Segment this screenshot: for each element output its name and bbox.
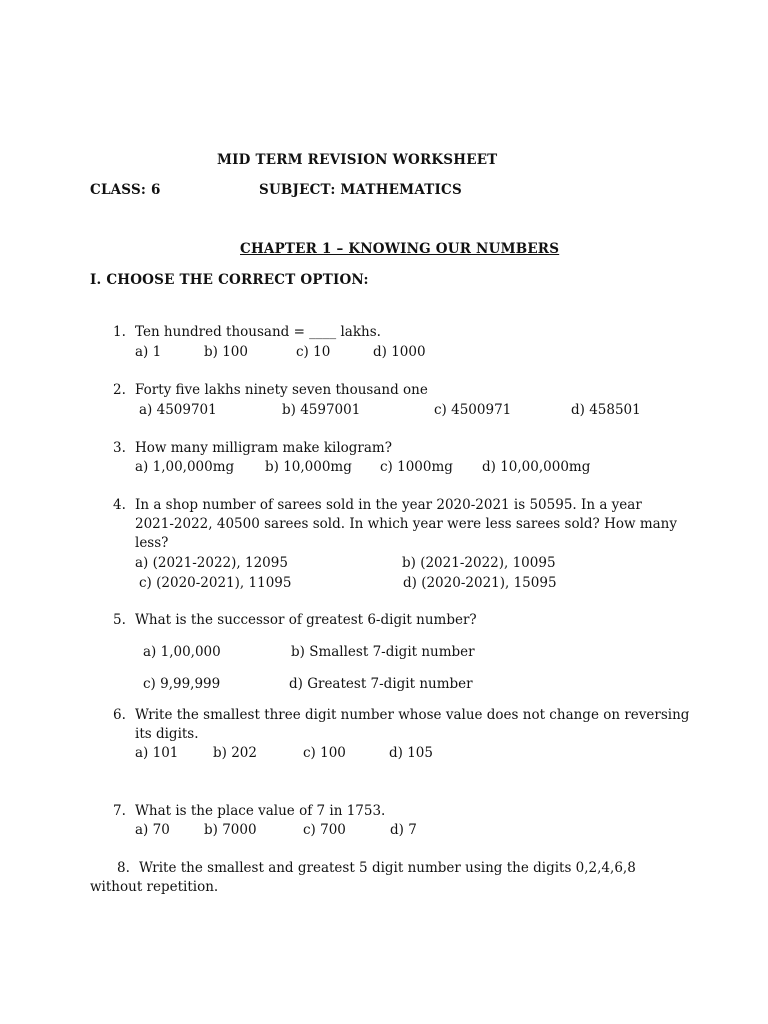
question-number: 3.: [113, 440, 126, 456]
option-d: d) 1000: [373, 344, 426, 360]
option-d: d) 105: [389, 745, 433, 761]
option-a: a) 1,00,000mg: [135, 459, 235, 475]
question-text: How many milligram make kilogram?: [135, 440, 392, 456]
question-text-line-2: its digits.: [135, 726, 199, 742]
question-number: 6.: [113, 707, 126, 723]
question-number: 8.: [117, 860, 130, 876]
question-text: What is the successor of greatest 6-digit number?: [135, 612, 477, 628]
option-c: c) 4500971: [434, 402, 512, 418]
question-number: 1.: [113, 324, 126, 340]
option-d: d) (2020-2021), 15095: [403, 575, 557, 591]
class-label: CLASS: 6: [90, 182, 161, 198]
option-d: d) Greatest 7-digit number: [289, 676, 473, 692]
option-a: a) 4509701: [139, 402, 217, 418]
option-c: c) (2020-2021), 11095: [139, 575, 292, 591]
question-text-line-3: less?: [135, 535, 169, 551]
question-number: 5.: [113, 612, 126, 628]
question-text-line-1: Write the smallest three digit number whose value does not change on reversing: [135, 707, 690, 723]
option-c: c) 9,99,999: [143, 676, 221, 692]
option-c: c) 1000mg: [380, 459, 453, 475]
chapter-heading: CHAPTER 1 – KNOWING OUR NUMBERS: [240, 241, 560, 257]
question-text: Ten hundred thousand = ____ lakhs.: [135, 324, 381, 340]
option-a: a) 1: [135, 344, 162, 360]
question-number: 4.: [113, 497, 126, 513]
question-text: Forty five lakhs ninety seven thousand one: [135, 382, 428, 398]
option-c: c) 700: [303, 822, 346, 838]
question-text: What is the place value of 7 in 1753.: [135, 803, 386, 819]
option-a: a) (2021-2022), 12095: [135, 555, 288, 571]
option-b: b) 7000: [204, 822, 257, 838]
option-a: a) 70: [135, 822, 170, 838]
option-b: b) 202: [213, 745, 257, 761]
question-text-line-2: without repetition.: [90, 879, 219, 895]
question-text-line-2: 2021-2022, 40500 sarees sold. In which year were less sarees sold? How many: [135, 516, 677, 532]
option-b: b) (2021-2022), 10095: [402, 555, 556, 571]
question-text-line-1: Write the smallest and greatest 5 digit number using the digits 0,2,4,6,8: [139, 860, 636, 876]
question-number: 7.: [113, 803, 126, 819]
subject-label: SUBJECT: MATHEMATICS: [259, 182, 462, 198]
option-a: a) 101: [135, 745, 179, 761]
option-a: a) 1,00,000: [143, 644, 221, 660]
option-d: d) 458501: [571, 402, 641, 418]
worksheet-title: MID TERM REVISION WORKSHEET: [217, 152, 498, 168]
question-number: 2.: [113, 382, 126, 398]
option-b: b) 4597001: [282, 402, 361, 418]
question-text-line-1: In a shop number of sarees sold in the year 2020-2021 is 50595. In a year: [135, 497, 642, 513]
option-d: d) 10,00,000mg: [482, 459, 591, 475]
option-d: d) 7: [390, 822, 417, 838]
option-c: c) 10: [296, 344, 331, 360]
option-b: b) Smallest 7-digit number: [291, 644, 475, 660]
option-b: b) 100: [204, 344, 248, 360]
option-c: c) 100: [303, 745, 346, 761]
option-b: b) 10,000mg: [265, 459, 352, 475]
section-heading: I. CHOOSE THE CORRECT OPTION:: [90, 272, 369, 288]
